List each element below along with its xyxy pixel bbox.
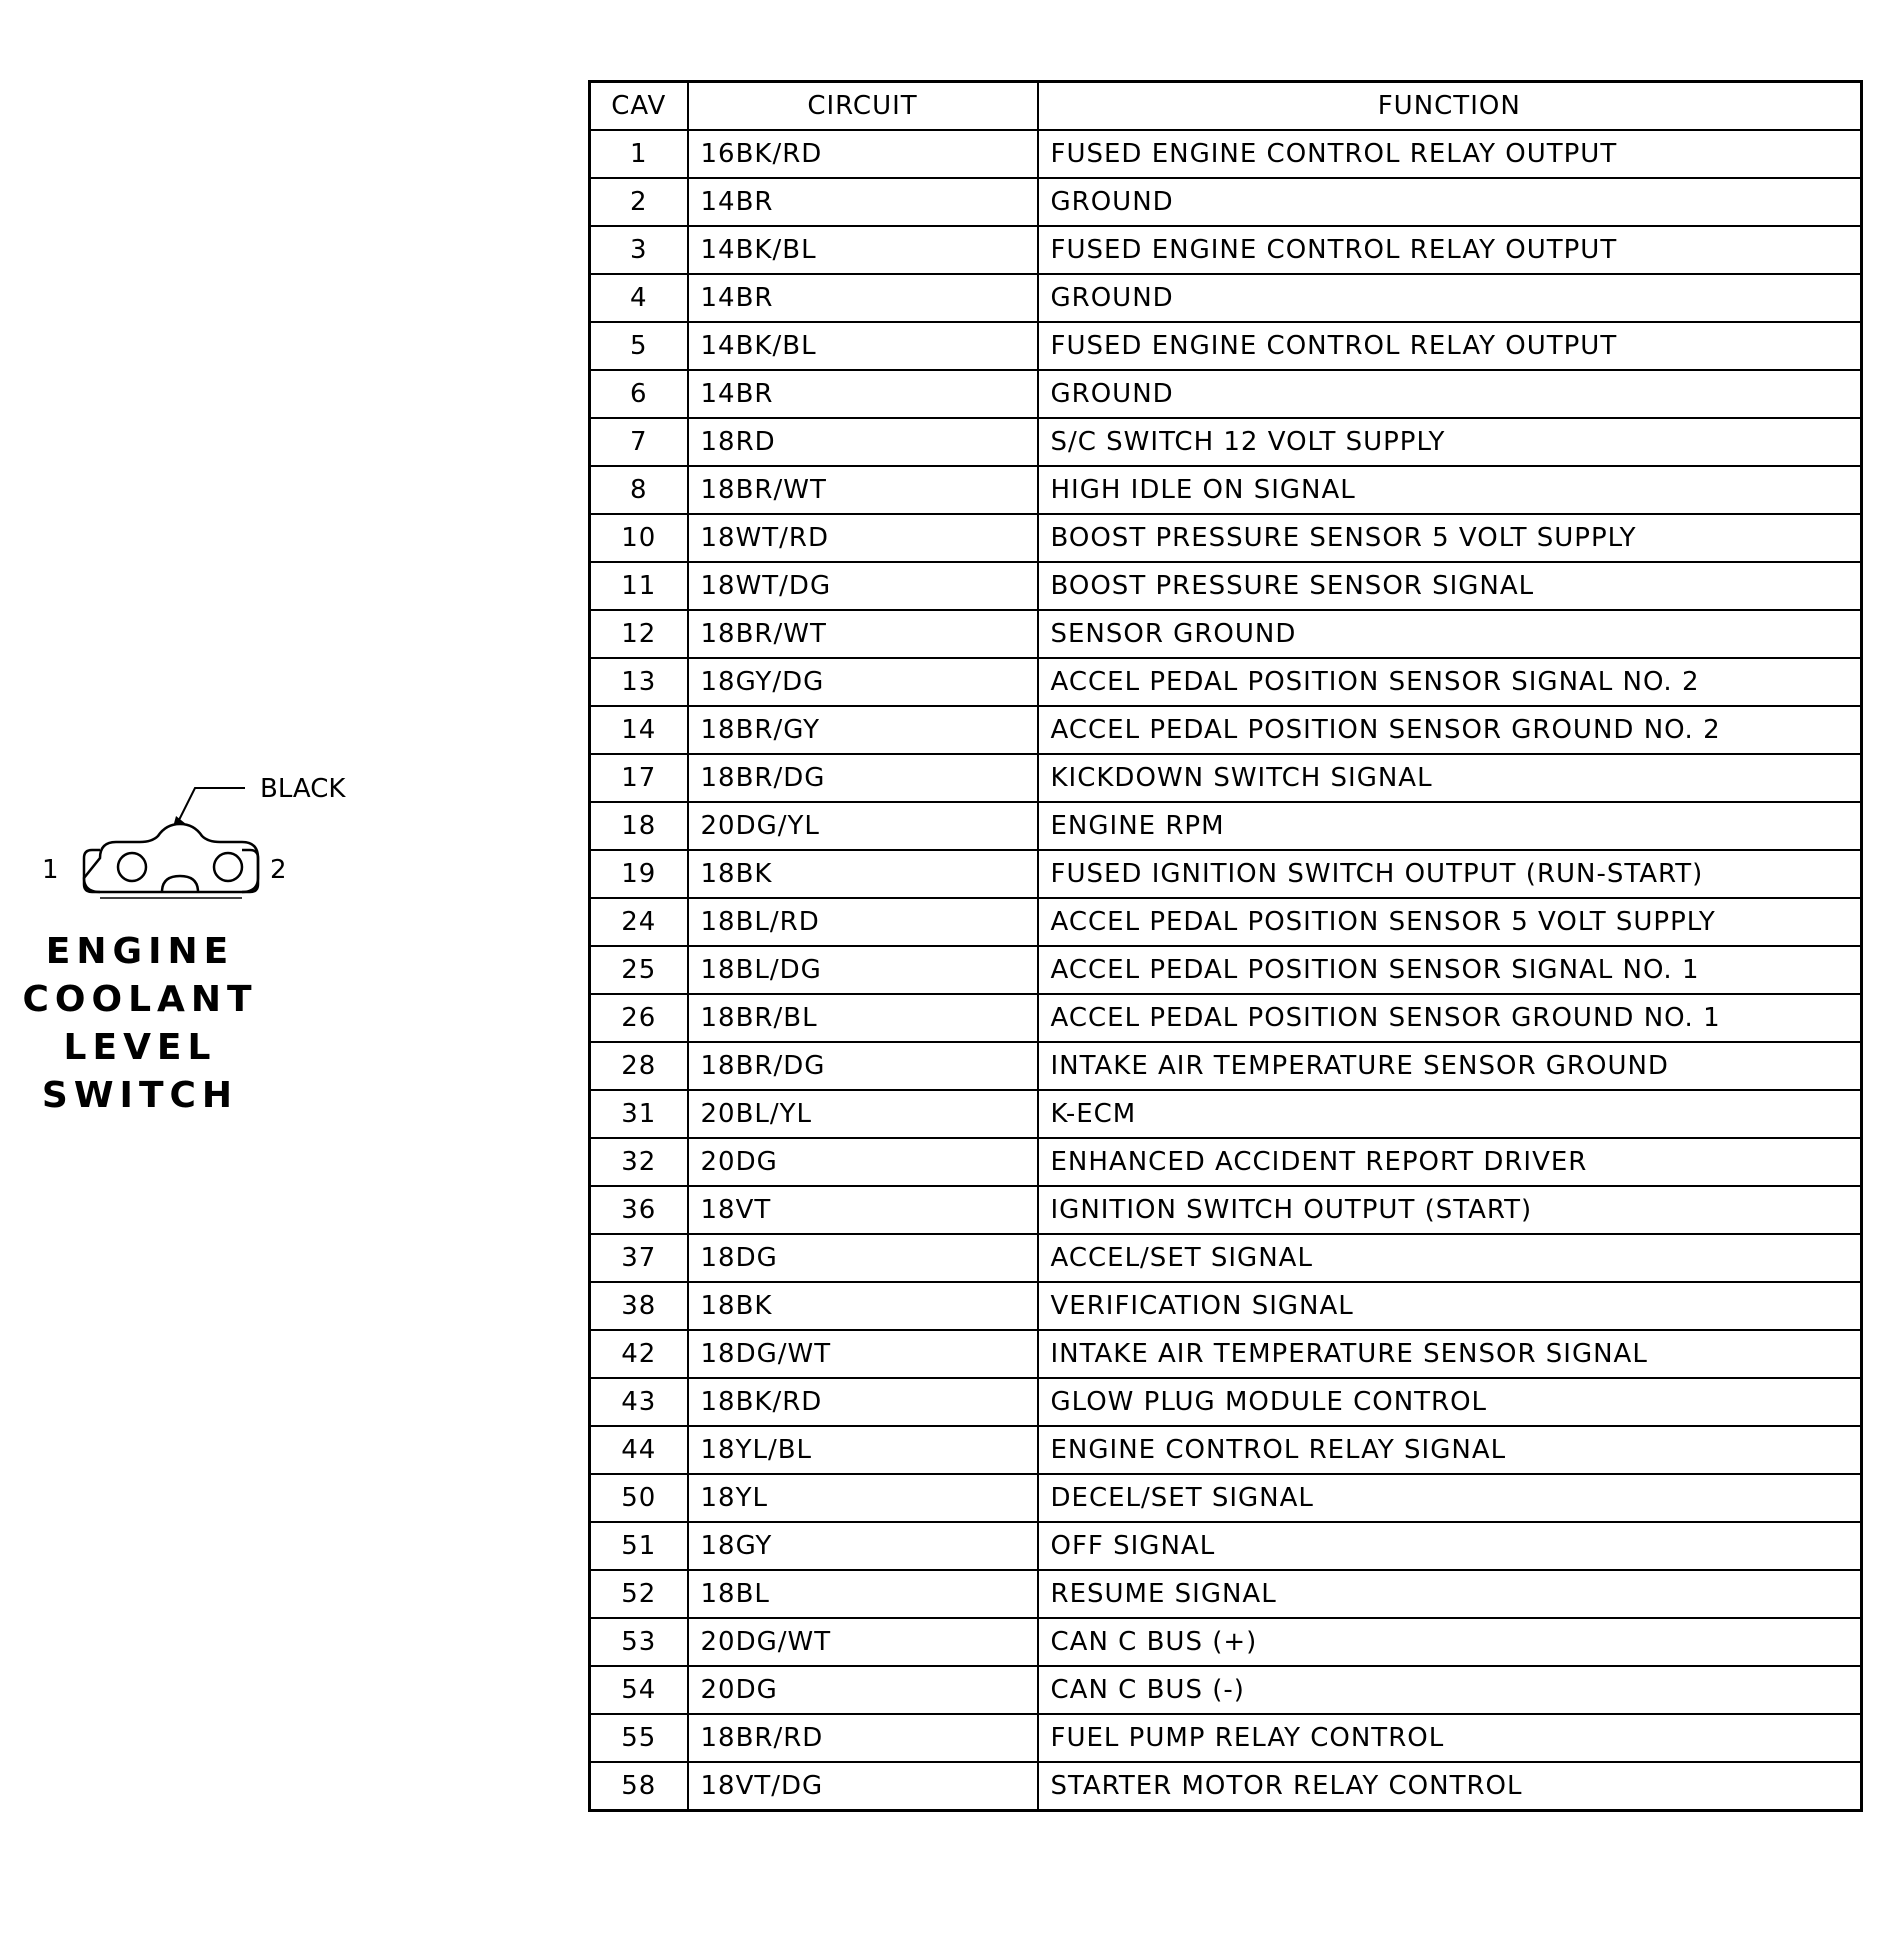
function-cell: GROUND — [1038, 274, 1862, 322]
function-cell: INTAKE AIR TEMPERATURE SENSOR SIGNAL — [1038, 1330, 1862, 1378]
cav-cell: 2 — [590, 178, 688, 226]
circuit-cell: 16BK/RD — [688, 130, 1038, 178]
table-row — [590, 130, 1862, 178]
table-row — [590, 946, 1862, 994]
circuit-cell: 18VT — [688, 1186, 1038, 1234]
cav-cell: 4 — [590, 274, 688, 322]
pin-cavity-1 — [118, 853, 146, 881]
circuit-cell: 18BR/WT — [688, 466, 1038, 514]
table-row — [590, 658, 1862, 706]
table-row — [590, 1234, 1862, 1282]
function-cell: HIGH IDLE ON SIGNAL — [1038, 466, 1862, 514]
header-function: FUNCTION — [1038, 82, 1862, 131]
cav-cell: 3 — [590, 226, 688, 274]
table-row — [590, 418, 1862, 466]
circuit-cell: 18BL/DG — [688, 946, 1038, 994]
table-row — [590, 1186, 1862, 1234]
cav-cell: 37 — [590, 1234, 688, 1282]
table-row — [590, 370, 1862, 418]
circuit-cell: 18GY/DG — [688, 658, 1038, 706]
cav-cell: 1 — [590, 130, 688, 178]
cav-cell: 18 — [590, 802, 688, 850]
cav-cell: 12 — [590, 610, 688, 658]
function-cell: GLOW PLUG MODULE CONTROL — [1038, 1378, 1862, 1426]
cav-cell: 51 — [590, 1522, 688, 1570]
function-cell: SENSOR GROUND — [1038, 610, 1862, 658]
cav-cell: 7 — [590, 418, 688, 466]
function-cell: ENGINE RPM — [1038, 802, 1862, 850]
table-row — [590, 1042, 1862, 1090]
table-row — [590, 562, 1862, 610]
circuit-cell: 14BR — [688, 274, 1038, 322]
cav-cell: 43 — [590, 1378, 688, 1426]
circuit-cell: 18YL — [688, 1474, 1038, 1522]
pin-cavity-2 — [214, 853, 242, 881]
circuit-cell: 20DG/YL — [688, 802, 1038, 850]
function-cell: FUEL PUMP RELAY CONTROL — [1038, 1714, 1862, 1762]
cav-cell: 6 — [590, 370, 688, 418]
function-cell: FUSED ENGINE CONTROL RELAY OUTPUT — [1038, 130, 1862, 178]
pin-label-1: 1 — [42, 855, 59, 885]
cav-cell: 44 — [590, 1426, 688, 1474]
circuit-cell: 18VT/DG — [688, 1762, 1038, 1811]
header-circuit: CIRCUIT — [688, 82, 1038, 131]
circuit-cell: 18BK — [688, 1282, 1038, 1330]
table-header-row — [590, 82, 1862, 131]
table-row — [590, 802, 1862, 850]
function-cell: ACCEL/SET SIGNAL — [1038, 1234, 1862, 1282]
cav-cell: 55 — [590, 1714, 688, 1762]
function-cell: IGNITION SWITCH OUTPUT (START) — [1038, 1186, 1862, 1234]
function-cell: GROUND — [1038, 370, 1862, 418]
circuit-cell: 14BK/BL — [688, 226, 1038, 274]
cav-cell: 17 — [590, 754, 688, 802]
cav-cell: 42 — [590, 1330, 688, 1378]
cav-cell: 8 — [590, 466, 688, 514]
table-row — [590, 322, 1862, 370]
function-cell: STARTER MOTOR RELAY CONTROL — [1038, 1762, 1862, 1811]
table-row — [590, 226, 1862, 274]
circuit-cell: 20DG — [688, 1138, 1038, 1186]
table-row — [590, 274, 1862, 322]
circuit-cell: 18BR/BL — [688, 994, 1038, 1042]
table-row — [590, 1090, 1862, 1138]
function-cell: FUSED IGNITION SWITCH OUTPUT (RUN-START) — [1038, 850, 1862, 898]
cav-cell: 13 — [590, 658, 688, 706]
function-cell: ENGINE CONTROL RELAY SIGNAL — [1038, 1426, 1862, 1474]
cav-cell: 54 — [590, 1666, 688, 1714]
function-cell: ACCEL PEDAL POSITION SENSOR GROUND NO. 1 — [1038, 994, 1862, 1042]
cav-cell: 11 — [590, 562, 688, 610]
function-cell: BOOST PRESSURE SENSOR SIGNAL — [1038, 562, 1862, 610]
cav-cell: 28 — [590, 1042, 688, 1090]
connector-title-line: COOLANT — [22, 979, 258, 1020]
color-label: BLACK — [260, 774, 346, 804]
table-row — [590, 1282, 1862, 1330]
circuit-cell: 20DG — [688, 1666, 1038, 1714]
circuit-cell: 18DG — [688, 1234, 1038, 1282]
function-cell: ACCEL PEDAL POSITION SENSOR GROUND NO. 2 — [1038, 706, 1862, 754]
connector-title — [20, 928, 260, 1120]
cav-cell: 26 — [590, 994, 688, 1042]
function-cell: KICKDOWN SWITCH SIGNAL — [1038, 754, 1862, 802]
function-cell: DECEL/SET SIGNAL — [1038, 1474, 1862, 1522]
table-row — [590, 1522, 1862, 1570]
function-cell: FUSED ENGINE CONTROL RELAY OUTPUT — [1038, 226, 1862, 274]
cav-cell: 36 — [590, 1186, 688, 1234]
table-row — [590, 850, 1862, 898]
table-row — [590, 1618, 1862, 1666]
table-row — [590, 1762, 1862, 1811]
table-row — [590, 706, 1862, 754]
connector-title-line: ENGINE — [45, 931, 235, 972]
function-cell: ACCEL PEDAL POSITION SENSOR SIGNAL NO. 1 — [1038, 946, 1862, 994]
circuit-cell: 18BR/WT — [688, 610, 1038, 658]
cav-cell: 58 — [590, 1762, 688, 1811]
function-cell: INTAKE AIR TEMPERATURE SENSOR GROUND — [1038, 1042, 1862, 1090]
table-row — [590, 1138, 1862, 1186]
function-cell: GROUND — [1038, 178, 1862, 226]
table-row — [590, 754, 1862, 802]
circuit-cell: 18BL — [688, 1570, 1038, 1618]
function-cell: VERIFICATION SIGNAL — [1038, 1282, 1862, 1330]
circuit-cell: 18BR/RD — [688, 1714, 1038, 1762]
connector-title-line: SWITCH — [41, 1075, 239, 1116]
circuit-cell: 18BL/RD — [688, 898, 1038, 946]
cav-cell: 31 — [590, 1090, 688, 1138]
circuit-cell: 14BK/BL — [688, 322, 1038, 370]
circuit-cell: 20DG/WT — [688, 1618, 1038, 1666]
connector-title-line: LEVEL — [63, 1027, 217, 1068]
cav-cell: 53 — [590, 1618, 688, 1666]
table-row — [590, 178, 1862, 226]
pin-label-2: 2 — [270, 855, 287, 885]
table-row — [590, 1426, 1862, 1474]
cav-cell: 25 — [590, 946, 688, 994]
circuit-cell: 18BR/DG — [688, 1042, 1038, 1090]
circuit-cell: 18BR/GY — [688, 706, 1038, 754]
circuit-cell: 18WT/DG — [688, 562, 1038, 610]
function-cell: ENHANCED ACCIDENT REPORT DRIVER — [1038, 1138, 1862, 1186]
table-row — [590, 1570, 1862, 1618]
cav-cell: 52 — [590, 1570, 688, 1618]
table-row — [590, 514, 1862, 562]
circuit-cell: 18BK/RD — [688, 1378, 1038, 1426]
table-row — [590, 898, 1862, 946]
function-cell: OFF SIGNAL — [1038, 1522, 1862, 1570]
function-cell: CAN C BUS (-) — [1038, 1666, 1862, 1714]
table-row — [590, 610, 1862, 658]
function-cell: ACCEL PEDAL POSITION SENSOR SIGNAL NO. 2 — [1038, 658, 1862, 706]
cav-cell: 10 — [590, 514, 688, 562]
function-cell: K-ECM — [1038, 1090, 1862, 1138]
circuit-cell: 18WT/RD — [688, 514, 1038, 562]
circuit-cell: 18YL/BL — [688, 1426, 1038, 1474]
pin-assignment-table — [588, 80, 1863, 1812]
circuit-cell: 18DG/WT — [688, 1330, 1038, 1378]
function-cell: S/C SWITCH 12 VOLT SUPPLY — [1038, 418, 1862, 466]
table-row — [590, 1474, 1862, 1522]
cav-cell: 38 — [590, 1282, 688, 1330]
table-row — [590, 1330, 1862, 1378]
table-row — [590, 994, 1862, 1042]
cav-cell: 32 — [590, 1138, 688, 1186]
table-row — [590, 1666, 1862, 1714]
cav-cell: 24 — [590, 898, 688, 946]
cav-cell: 5 — [590, 322, 688, 370]
table-row — [590, 1714, 1862, 1762]
table-row — [590, 1378, 1862, 1426]
function-cell: BOOST PRESSURE SENSOR 5 VOLT SUPPLY — [1038, 514, 1862, 562]
cav-cell: 50 — [590, 1474, 688, 1522]
circuit-cell: 14BR — [688, 370, 1038, 418]
header-cav: CAV — [590, 82, 688, 131]
circuit-cell: 18GY — [688, 1522, 1038, 1570]
circuit-cell: 14BR — [688, 178, 1038, 226]
function-cell: FUSED ENGINE CONTROL RELAY OUTPUT — [1038, 322, 1862, 370]
connector-diagram — [20, 760, 360, 930]
circuit-cell: 18RD — [688, 418, 1038, 466]
circuit-cell: 18BR/DG — [688, 754, 1038, 802]
cav-cell: 19 — [590, 850, 688, 898]
cav-cell: 14 — [590, 706, 688, 754]
function-cell: CAN C BUS (+) — [1038, 1618, 1862, 1666]
table-row — [590, 466, 1862, 514]
function-cell: ACCEL PEDAL POSITION SENSOR 5 VOLT SUPPLY — [1038, 898, 1862, 946]
circuit-cell: 20BL/YL — [688, 1090, 1038, 1138]
circuit-cell: 18BK — [688, 850, 1038, 898]
function-cell: RESUME SIGNAL — [1038, 1570, 1862, 1618]
